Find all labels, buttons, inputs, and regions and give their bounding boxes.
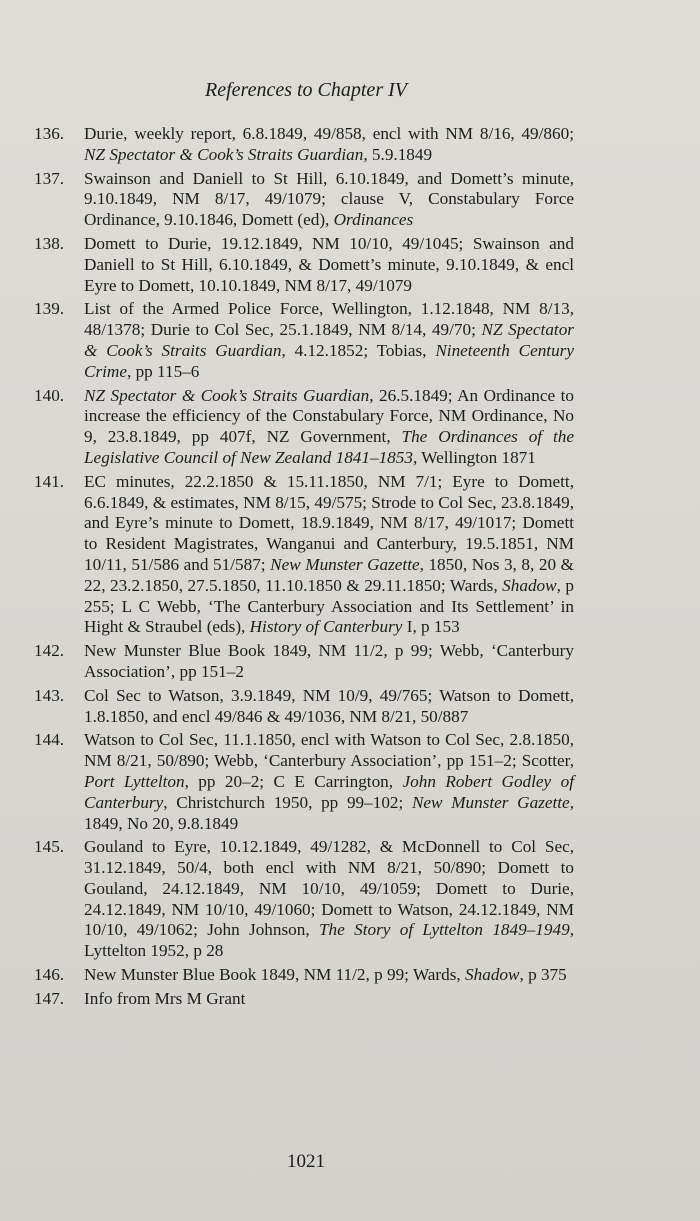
citation-text: List of the Armed Police Force, Wellington, 1.12.1848, NM 8/13, 48/1378; Durie to Col Sec, 25.1.1849, NM 8/14, 49/70; bbox=[84, 299, 574, 340]
citation-text: , pp 115–6 bbox=[126, 361, 200, 381]
note-number: 136. bbox=[34, 124, 65, 143]
note-text bbox=[84, 965, 574, 986]
citation-text: EC minutes, 22.2.1850 & 15.11.1850, NM 7/1; Eyre to Domett, 6.6.1849, & estimates, NM 8/15, 49/575; Strode to Col Sec, 23.8.1849, and Eyre’s minute to Domett, 18.9.1849, NM 8/17, 49/1017; Domett to Resident Magistrates, Wanganui and Canterbury, 19.5.1851, NM 10/11, 51/586 and 51/587; bbox=[84, 471, 574, 574]
citation-text: , 1850, Nos 3, 8, 20 & 22, 23.2.1850, 27.5.1850, 11.10.1850 & 29.11.1850; Wards, bbox=[84, 554, 574, 595]
note-text bbox=[84, 234, 574, 296]
citation-title: Shadow bbox=[465, 965, 520, 985]
reference-note bbox=[34, 386, 574, 469]
citation-text: Info from Mrs M Grant bbox=[84, 988, 246, 1008]
reference-note bbox=[34, 837, 574, 962]
note-number: 145. bbox=[34, 837, 65, 857]
citation-text: , pp 20–2; C E Carrington, bbox=[184, 771, 403, 791]
citation-text: , Wellington 1871 bbox=[412, 447, 536, 467]
reference-list bbox=[34, 124, 574, 1013]
citation-text: , 1849, No 20, 9.8.1849 bbox=[84, 792, 574, 833]
citation-title: Port Lyttelton bbox=[84, 771, 185, 791]
note-text bbox=[84, 837, 574, 962]
note-number: 142. bbox=[34, 641, 65, 661]
citation-text: Swainson and Daniell to St Hill, 6.10.1849, and Domett’s minute, 9.10.1849, NM 8/17, 49/1079; clause V, Constabulary Force Ordinance, 9.10.1846, Domett (ed), bbox=[84, 168, 574, 230]
citation-title: New Munster Gazette bbox=[411, 792, 570, 812]
reference-note bbox=[34, 299, 574, 382]
note-text bbox=[84, 641, 574, 683]
citation-text: , p 375 bbox=[519, 965, 567, 985]
note-text bbox=[84, 686, 574, 728]
citation-title: John Robert Godley of Canterbury bbox=[84, 771, 574, 812]
citation-text: , 26.5.1849; An Ordinance to increase the efficiency of the Constabulary Force, NM Ordinance, No 9, 23.8.1849, pp 407f, NZ Government, bbox=[84, 385, 574, 447]
note-text bbox=[84, 299, 574, 382]
citation-text: Watson to Col Sec, 11.1.1850, encl with Watson to Col Sec, 2.8.1850, NM 8/21, 50/890; Webb, ‘Canterbury Association’, pp 151–2; Scotter, bbox=[84, 730, 574, 771]
citation-title: NZ Spectator & Cook’s Straits Guardian bbox=[84, 144, 364, 164]
note-text bbox=[84, 730, 574, 834]
note-number: 146. bbox=[34, 965, 65, 985]
citation-text: , 5.9.1849 bbox=[363, 144, 433, 164]
citation-text: I, p 153 bbox=[402, 617, 460, 637]
citation-title: Shadow bbox=[502, 575, 557, 595]
citation-text: New Munster Blue Book 1849, NM 11/2, p 99; Webb, ‘Canterbury Association’, pp 151–2 bbox=[84, 641, 574, 681]
citation-text: Col Sec to Watson, 3.9.1849, NM 10/9, 49/765; Watson to Domett, 1.8.1850, and encl 49/846 & 49/1036, NM 8/21, 50/887 bbox=[84, 685, 574, 726]
note-number: 139. bbox=[34, 299, 65, 319]
note-text bbox=[84, 386, 574, 469]
reference-note bbox=[34, 641, 574, 683]
reference-note bbox=[34, 124, 574, 166]
note-number: 137. bbox=[34, 168, 65, 188]
citation-title: Ordinances bbox=[333, 210, 414, 230]
note-number: 143. bbox=[34, 685, 65, 705]
citation-title: NZ Spectator & Cook’s Straits Guardian bbox=[84, 320, 574, 360]
citation-text: Durie, weekly report, 6.8.1849, 49/858, encl with NM 8/16, 49/860; bbox=[84, 124, 574, 143]
citation-text: , 4.12.1852; Tobias, bbox=[281, 340, 436, 360]
note-number: 140. bbox=[34, 385, 65, 405]
page-number: 1021 bbox=[287, 1151, 325, 1172]
note-text bbox=[84, 472, 574, 638]
citation-text: , Lyttelton 1952, p 28 bbox=[84, 920, 574, 961]
reference-note bbox=[34, 234, 574, 296]
citation-text: New Munster Blue Book 1849, NM 11/2, p 99; Wards, bbox=[84, 965, 466, 985]
note-number: 141. bbox=[34, 471, 65, 491]
reference-note bbox=[34, 965, 574, 986]
note-text bbox=[84, 169, 574, 231]
citation-title: The Story of Lyttelton 1849–1949 bbox=[319, 920, 570, 940]
note-number: 147. bbox=[34, 988, 65, 1008]
citation-title: Nineteenth Century Crime bbox=[84, 340, 574, 381]
note-number: 138. bbox=[34, 233, 65, 253]
reference-note bbox=[34, 169, 574, 231]
reference-note bbox=[34, 472, 574, 638]
note-text bbox=[84, 989, 574, 1010]
reference-note bbox=[34, 730, 574, 834]
reference-note bbox=[34, 989, 574, 1010]
citation-text: , p 255; L C Webb, ‘The Canterbury Association and Its Settlement’ in Hight & Straubel (eds), bbox=[84, 575, 574, 637]
citation-title: The Ordinances of the Legislative Council of New Zealand 1841–1853 bbox=[84, 427, 574, 467]
note-number: 144. bbox=[34, 730, 65, 750]
citation-title: New Munster Gazette bbox=[270, 554, 420, 574]
citation-text: , Christchurch 1950, pp 99–102; bbox=[163, 792, 412, 812]
citation-title: NZ Spectator & Cook’s Straits Guardian bbox=[84, 385, 370, 405]
note-text bbox=[84, 124, 574, 166]
running-header: References to Chapter IV bbox=[205, 79, 407, 101]
reference-note bbox=[34, 686, 574, 728]
citation-text: Gouland to Eyre, 10.12.1849, 49/1282, & McDonnell to Col Sec, 31.12.1849, 50/4, both encl with NM 8/21, 50/890; Domett to Gouland, 24.12.1849, NM 10/10, 49/1059; Domett to Durie, 24.12.1849, NM 10/10, 49/1060; Domett to Watson, 24.12.1849, NM 10/10, 49/1062; John Johnson, bbox=[84, 837, 574, 940]
citation-title: History of Canterbury bbox=[249, 617, 403, 637]
citation-text: Domett to Durie, 19.12.1849, NM 10/10, 49/1045; Swainson and Daniell to St Hill, 6.10.1849, & Domett’s minute, 9.10.1849, & encl Eyre to Domett, 10.10.1849, NM 8/17, 49/1079 bbox=[84, 233, 574, 295]
